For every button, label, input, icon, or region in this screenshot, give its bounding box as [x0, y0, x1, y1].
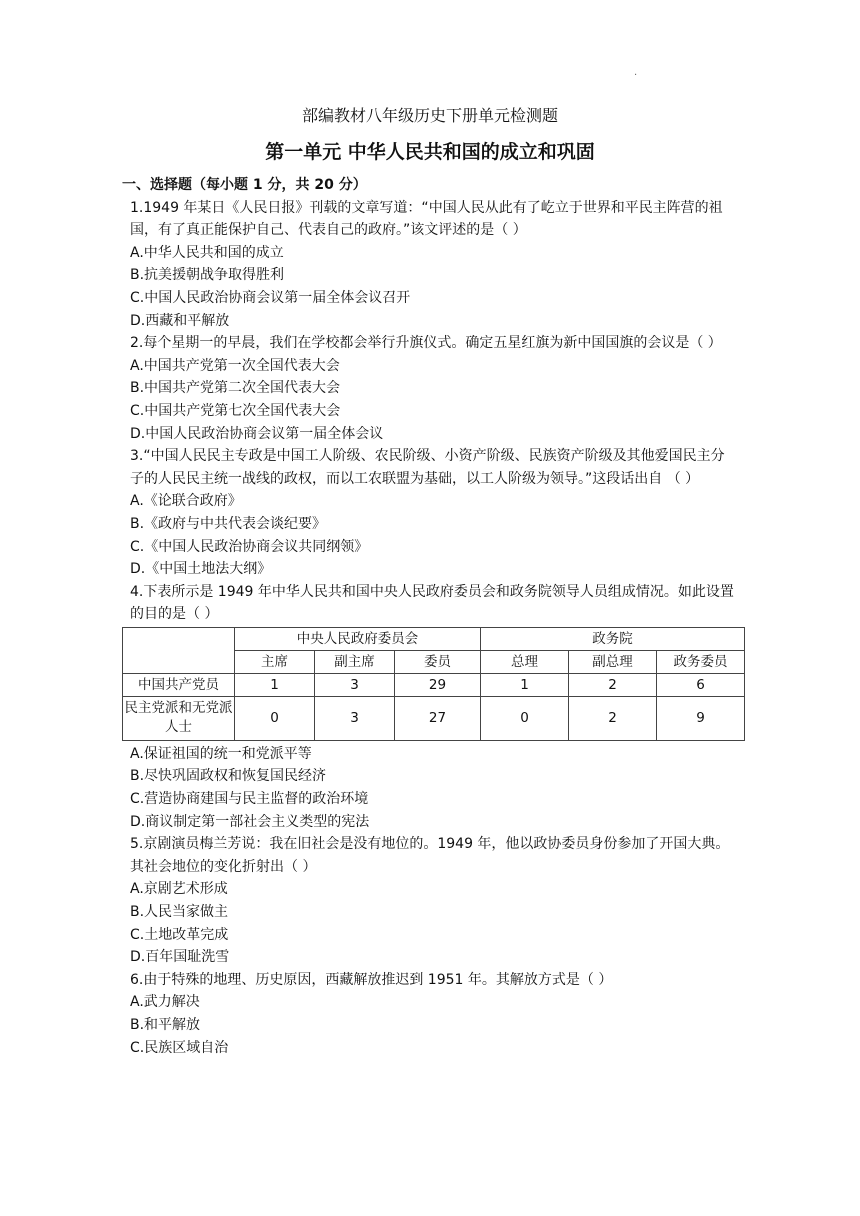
table-cell: 1 — [235, 673, 315, 696]
question-2-option-b: B.中国共产党第二次全国代表大会 — [130, 380, 341, 397]
exam-content — [122, 174, 736, 1059]
table-group-header: 政务院 — [481, 627, 745, 650]
question-6-stem: 6.由于特殊的地理、历史原因，西藏解放推迟到 1951 年。其解放方式是（ ） — [130, 971, 613, 988]
table-column-header: 总理 — [481, 650, 569, 673]
unit-title: 第一单元 中华人民共和国的成立和巩固 — [265, 141, 595, 163]
table-column-header: 政务委员 — [657, 650, 745, 673]
question-1-stem: 1.1949 年某日《人民日报》刊载的文章写道：“中国人民从此有了屹立于世界和平民主阵营的祖国，有了真正能保护自己、代表自己的政府。”该文评述的是（ ） — [130, 199, 723, 239]
table-row-label: 中国共产党员 — [123, 673, 235, 696]
table-cell: 0 — [481, 696, 569, 740]
question-5-option-a: A.京剧艺术形成 — [130, 881, 228, 898]
question-2-stem: 2.每个星期一的早晨，我们在学校都会举行升旗仪式。确定五星红旗为新中国国旗的会议是（ ） — [130, 335, 722, 352]
question-5-stem: 5.京剧演员梅兰芳说：我在旧社会是没有地位的。1949 年，他以政协委员身份参加了开国大典。其社会地位的变化折射出（ ） — [130, 836, 730, 875]
question-2-option-d: D.中国人民政治协商会议第一届全体会议 — [130, 425, 384, 442]
table-column-header: 副主席 — [315, 650, 395, 673]
question-1-option-b: B.抗美援朝战争取得胜利 — [130, 267, 285, 284]
table-cell: 3 — [315, 696, 395, 740]
composition-table — [122, 627, 745, 741]
question-3-option-b: B.《政府与中共代表会谈纪要》 — [130, 515, 327, 532]
question-1-option-a: A.中华人民共和国的成立 — [130, 244, 284, 261]
table-row — [123, 627, 745, 650]
table-cell: 3 — [315, 673, 395, 696]
question-6-option-b: B.和平解放 — [130, 1017, 201, 1033]
question-6-option-c: C.民族区域自治 — [130, 1039, 229, 1056]
table-cell: 2 — [569, 673, 657, 696]
question-4-option-b: B.尽快巩固政权和恢复国民经济 — [130, 768, 327, 785]
question-3-option-c: C.《中国人民政治协商会议共同纲领》 — [130, 538, 369, 555]
question-1-option-d: D.西藏和平解放 — [130, 312, 230, 329]
table-row — [123, 673, 745, 696]
question-4-option-d: D.商议制定第一部社会主义类型的宪法 — [130, 813, 370, 830]
question-1-option-c: C.中国人民政治协商会议第一届全体会议召开 — [130, 289, 411, 306]
question-4-option-c: C.营造协商建国与民主监督的政治环境 — [130, 791, 369, 808]
question-5-option-d: D.百年国耻洗雪 — [130, 949, 230, 966]
table-cell: 0 — [235, 696, 315, 740]
table-cell: 9 — [657, 696, 745, 740]
table-cell: 6 — [657, 673, 745, 696]
question-3-option-a: A.《论联合政府》 — [130, 493, 242, 510]
table-column-header: 副总理 — [569, 650, 657, 673]
table-cell: 29 — [395, 673, 481, 696]
table-row — [123, 696, 745, 740]
question-5-option-c: C.土地改革完成 — [130, 926, 229, 943]
table-row-label: 民主党派和无党派人士 — [123, 696, 235, 740]
table-column-header: 主席 — [235, 650, 315, 673]
question-5-option-b: B.人民当家做主 — [130, 904, 229, 921]
question-4-option-a: A.保证祖国的统一和党派平等 — [130, 745, 312, 762]
section-heading: 一、选择题（每小题 1 分，共 20 分） — [122, 177, 367, 193]
question-3-stem: 3.“中国人民民主专政是中国工人阶级、农民阶级、小资产阶级、民族资产阶级及其他爱国民主分子的人民民主统一战线的政权，而以工农联盟为基础，以工人阶级为领导。”这段话出自 （ ） — [130, 448, 725, 487]
table-cell: 1 — [481, 673, 569, 696]
table-column-header: 委员 — [395, 650, 481, 673]
question-2-option-c: C.中国共产党第七次全国代表大会 — [130, 402, 341, 419]
table-cell: 2 — [569, 696, 657, 740]
exam-subtitle: 部编教材八年级历史下册单元检测题 — [301, 106, 558, 125]
table-corner-cell — [123, 627, 235, 673]
page-mark: · — [634, 70, 638, 81]
table-group-header: 中央人民政府委员会 — [235, 627, 481, 650]
question-3-option-d: D.《中国土地法大纲》 — [130, 561, 272, 578]
question-2-option-a: A.中国共产党第一次全国代表大会 — [130, 357, 340, 374]
question-6-option-a: A.武力解决 — [130, 994, 200, 1011]
question-4-stem: 4.下表所示是 1949 年中华人民共和国中央人民政府委员会和政务院领导人员组成情况。如此设置的目的是（ ） — [130, 583, 734, 623]
table-cell: 27 — [395, 696, 481, 740]
